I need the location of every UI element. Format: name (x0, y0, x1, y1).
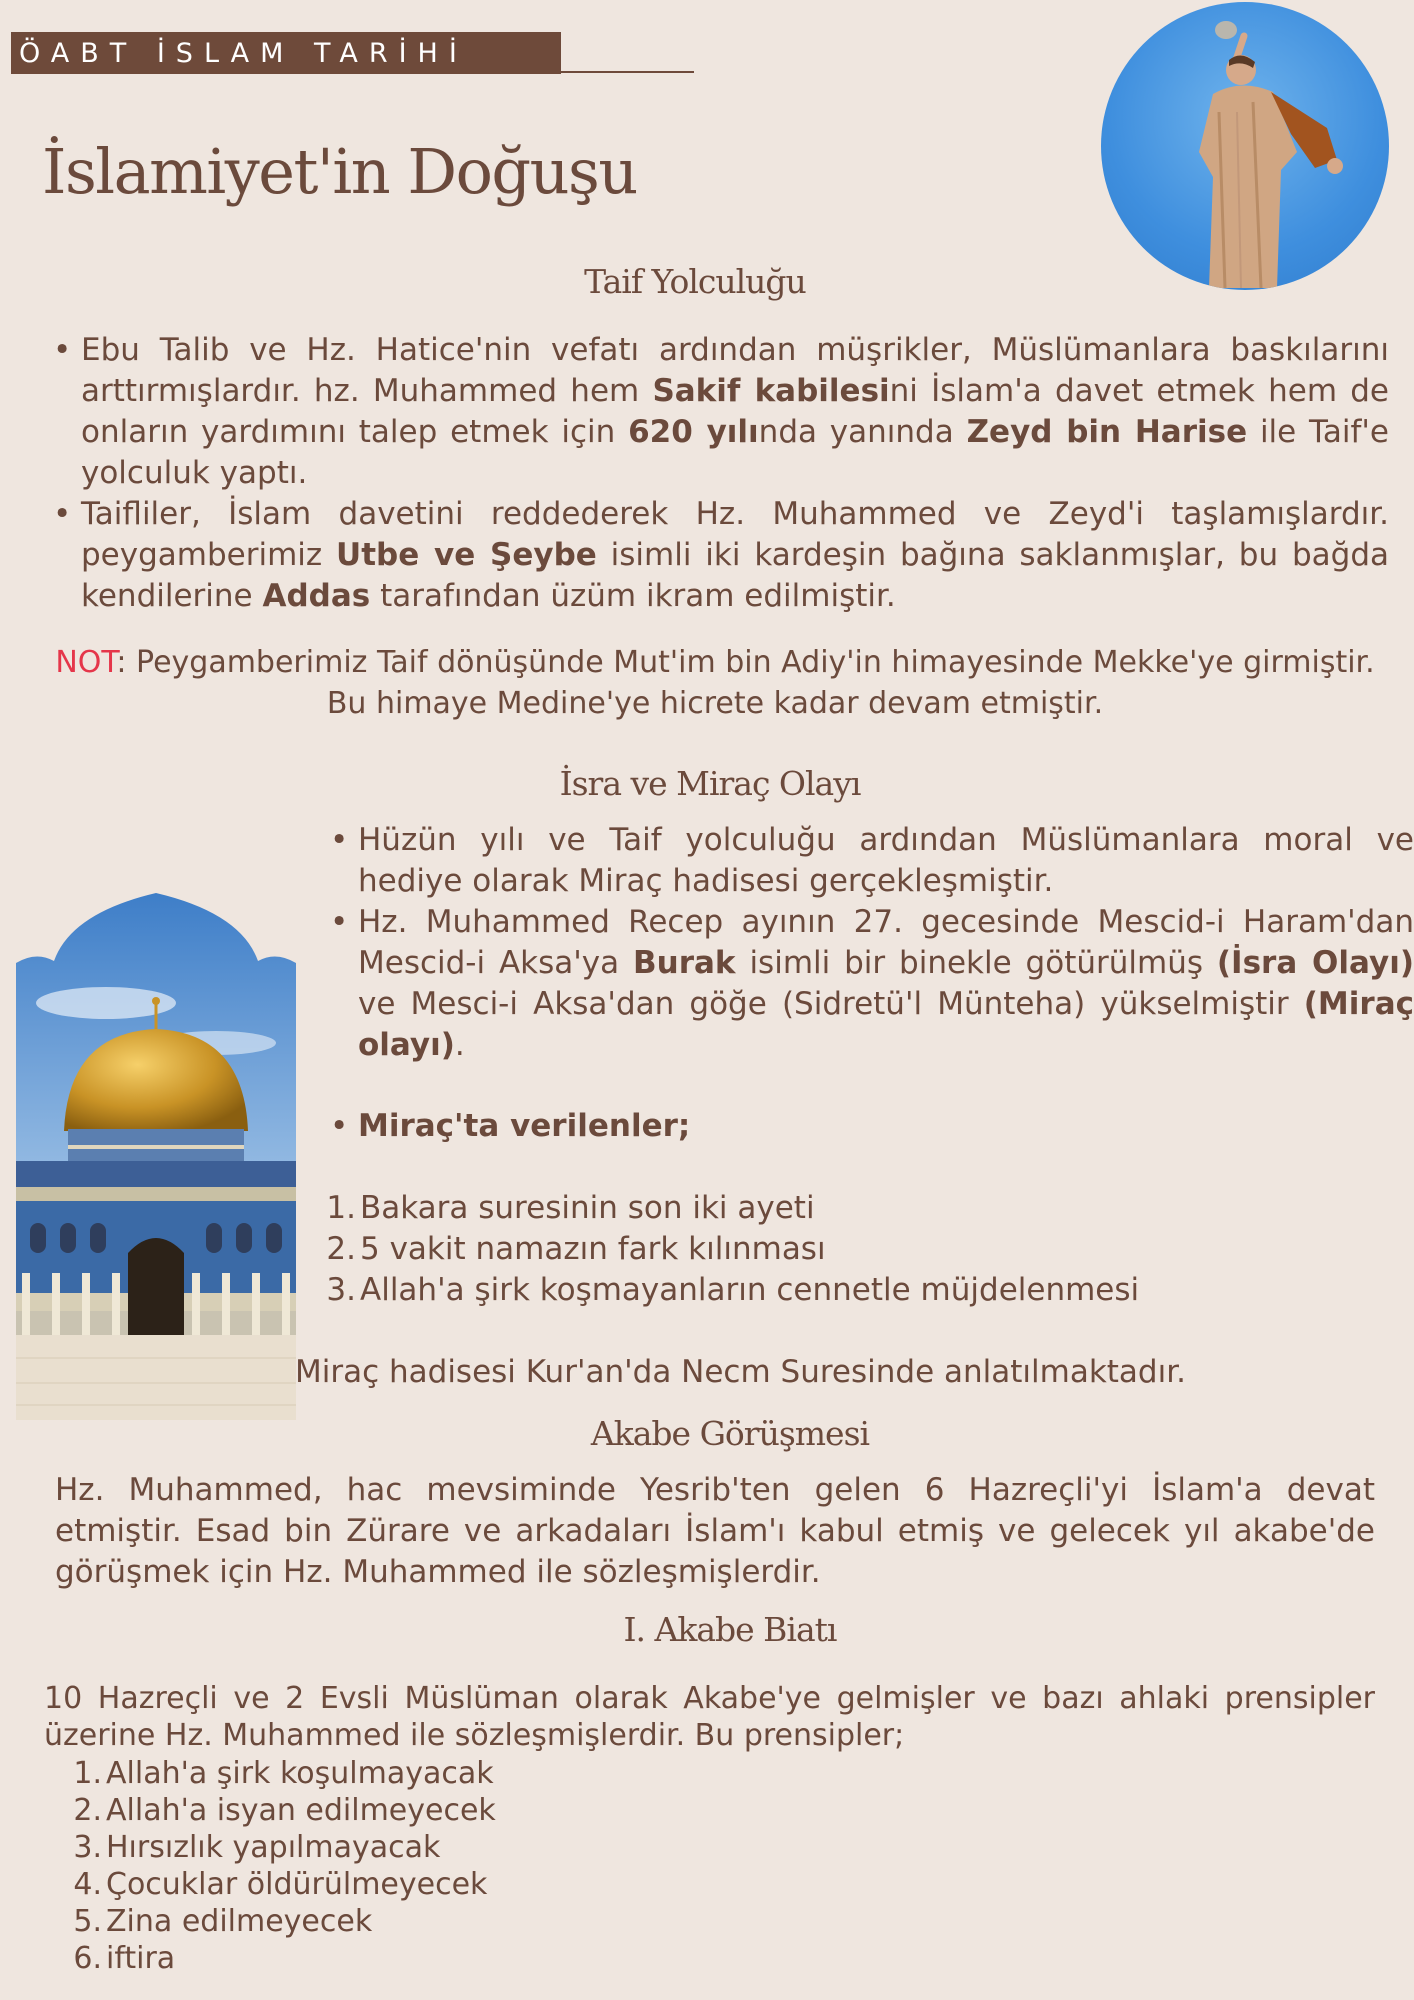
miraj-given-label (322, 1106, 1122, 1147)
isra-bullets (322, 820, 1414, 1066)
list-item: • Miraç'ta verilenler; (322, 1106, 1122, 1147)
page-title: İslamiyet'in Doğuşu (42, 135, 637, 208)
note-line-2: Bu himaye Medine'ye hicrete kadar devam etmiştir. (326, 686, 1104, 721)
akabe-heading: Akabe Görüşmesi (590, 1414, 870, 1453)
miraj-closing: Miraç hadisesi Kur'an'da Necm Suresinde anlatılmaktadır. (295, 1354, 1186, 1390)
akabe-text: Hz. Muhammed, hac mevsiminde Yesrib'ten gelen 6 Hazreçli'yi İslam'a devat etmiştir. Esad bin Zürare ve arkadaları İslam'ı kabul etmiş ve gelecek yıl akabe'de görüşmek için Hz. Muhammed ile sözleşmişlerdir. (55, 1472, 1375, 1590)
stone-throwing-photo (1101, 2, 1389, 290)
biat-list (58, 1755, 758, 1977)
list-item: 4. Çocuklar öldürülmeyecek (73, 1867, 488, 1902)
list-item: • Taifliler, İslam davetini reddederek Hz. Muhammed ve Zeyd'i taşlamışlardır. peygamberimiz Utbe ve Şeybe isimli iki kardeşin bağına saklanmışlar, bu bağda kendilerine Addas tarafından üzüm ikram edilmiştir. (45, 494, 1389, 617)
list-item: 1. Allah'a şirk koşulmayacak (73, 1756, 494, 1791)
list-item: • Hz. Muhammed Recep ayının 27. gecesinde Mescid-i Haram'dan Mescid-i Aksa'ya Burak isimli bir binekle götürülmüş (İsra Olayı) ve Mesci-i Aksa'dan göğe (Sidretü'l Münteha) yükselmiştir (Miraç olayı). (322, 902, 1414, 1066)
list-item: 6. iftira (73, 1941, 176, 1976)
list-item: 3. Allah'a şirk koşmayanların cennetle müjdelenmesi (326, 1272, 1140, 1308)
list-item: 1. Bakara suresinin son iki ayeti (326, 1190, 815, 1226)
taif-bullets (45, 330, 1389, 617)
biat-heading: I. Akabe Biatı (623, 1610, 837, 1649)
taif-note (20, 642, 1410, 724)
biat-text: 10 Hazreçli ve 2 Evsli Müslüman olarak Akabe'ye gelmişler ve bazı ahlaki prensipler üzerine Hz. Muhammed ile sözleşmişlerdir. Bu prensipler; (44, 1681, 1375, 1753)
note-label: NOT (55, 645, 117, 680)
miraj-given-list (322, 1188, 1322, 1311)
list-item: 5. Zina edilmeyecek (73, 1904, 373, 1939)
section-tag: ÖABT İSLAM TARİHİ (11, 32, 561, 74)
list-item: • Hüzün yılı ve Taif yolculuğu ardından Müslümanlara moral ve hediye olarak Miraç hadisesi gerçekleşmiştir. (322, 820, 1414, 902)
list-item: 3. Hırsızlık yapılmayacak (73, 1830, 441, 1865)
taif-heading: Taif Yolculuğu (584, 262, 806, 301)
tag-underline (561, 71, 694, 73)
mosque-illustration (16, 893, 296, 1420)
list-item: 2. 5 vakit namazın fark kılınması (326, 1231, 826, 1267)
list-item: • Ebu Talib ve Hz. Hatice'nin vefatı ardından müşrikler, Müslümanlara baskılarını arttırmışlardır. hz. Muhammed hem Sakif kabilesini İslam'a davet etmek hem de onların yardımını talep etmek için 620 yılında yanında Zeyd bin Harise ile Taif'e yolculuk yaptı. (45, 330, 1389, 494)
isra-heading: İsra ve Miraç Olayı (559, 764, 861, 803)
list-item: 2. Allah'a isyan edilmeyecek (73, 1793, 496, 1828)
man-figure-illustration (1101, 2, 1389, 290)
note-line-1: NOT: Peygamberimiz Taif dönüşünde Mut'im bin Adiy'in himayesinde Mekke'ye girmiştir. (55, 645, 1375, 680)
dome-of-the-rock-image (16, 893, 296, 1420)
